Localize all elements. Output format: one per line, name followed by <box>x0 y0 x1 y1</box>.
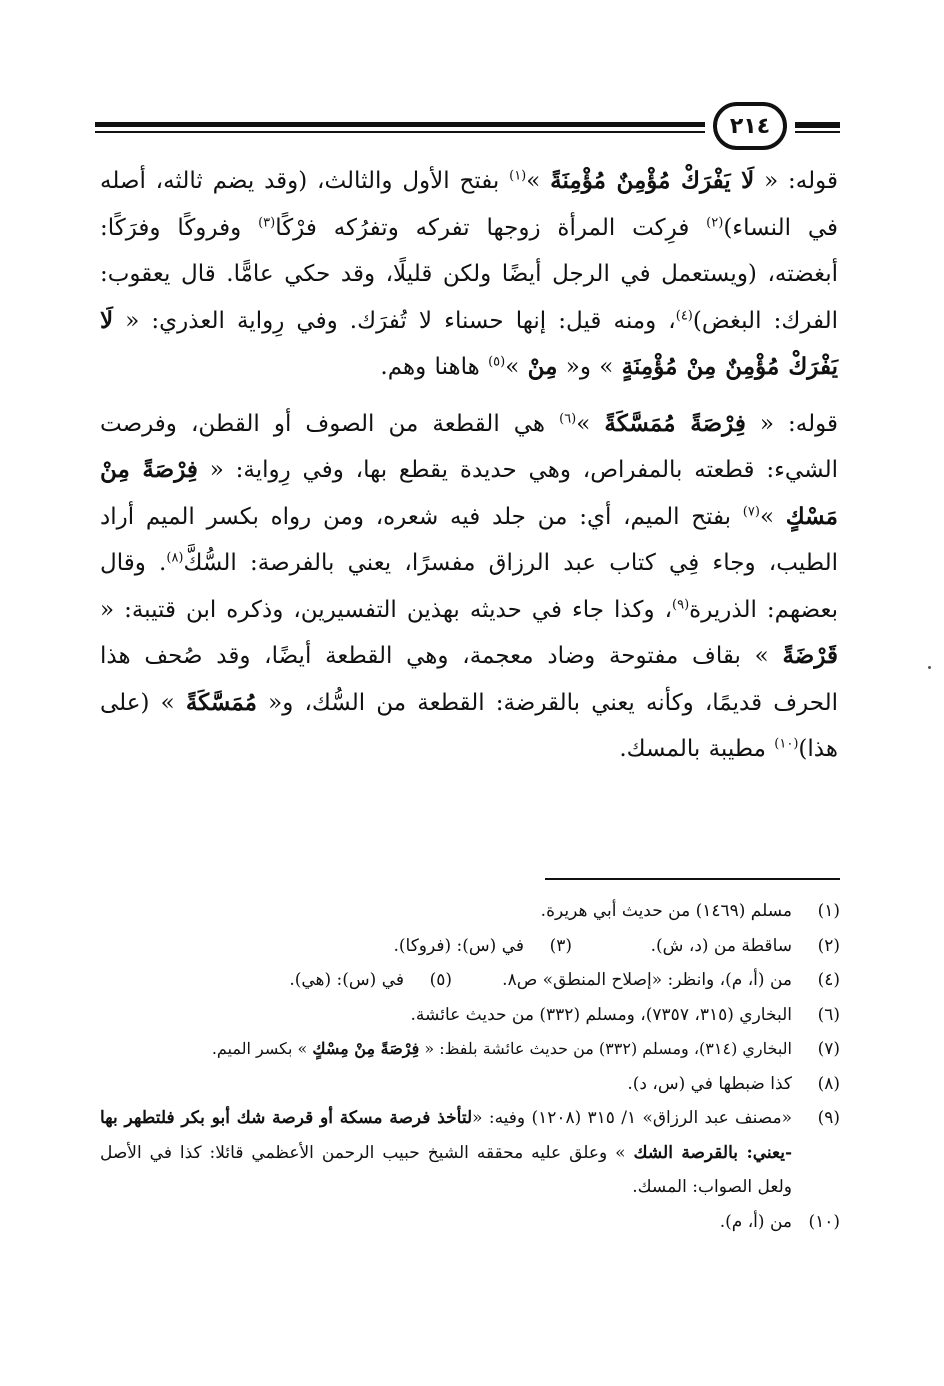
margin-mark <box>928 666 931 669</box>
hadith-quote: فِرْصَةً مِنْ مَسْكٍ <box>100 456 838 530</box>
footnote-text: في (س): (فروكا). <box>393 935 524 956</box>
main-text <box>100 158 838 773</box>
footnote-10 <box>100 1205 840 1240</box>
text-span: بفتح الميم، أي: من جلد فيه شعره، ومن رواه بكسر الميم أراد الطيب، وجاء فِي كتاب عبد الرزاق مفسرًا، يعني بالفرصة: السُّكَّ <box>100 503 838 576</box>
text-span: . وقال بعضهم: الذريرة <box>100 550 838 623</box>
hadith-quote: لَا يَفْرَكْ مُؤْمِنٌ مِنْ مُؤْمِنَةٍ <box>100 306 838 380</box>
footnote-4-5 <box>100 963 840 998</box>
paragraph-2 <box>100 401 838 773</box>
text-span: «مصنف عبد الرزاق» ١/ ٣١٥ (١٢٠٨) وفيه: « <box>472 1108 792 1128</box>
text-span: » و« <box>557 354 622 380</box>
footnote-number: (٧) <box>817 1039 840 1059</box>
footnote-ref: (٤) <box>675 307 693 323</box>
text-span: » بقاف مفتوحة وضاد معجمة، وهي القطعة أيضًا، وقد صُحف هذا الحرف قديمًا، وكأنه يعني بالقرضة: القطعة من السُّك، و« <box>100 643 838 716</box>
text-span: قوله: « <box>754 168 838 194</box>
footnote-text: في (س): (هي). <box>289 970 404 990</box>
footnote-number: (١) <box>817 901 840 921</box>
footnote-ref: (٢) <box>706 214 724 230</box>
hadith-quote: قَرْضَةً <box>782 642 838 669</box>
footnote-ref: (١٠) <box>774 736 799 752</box>
footnote-ref: (٦) <box>559 410 577 426</box>
footnote-text: من (أ، م)، وانظر: «إصلاح المنطق» ص٨. <box>502 970 792 990</box>
footnote-ref: (١) <box>509 168 527 184</box>
footnote-text: مسلم (١٤٦٩) من حديث أبي هريرة. <box>540 901 792 921</box>
footnote-2-3 <box>100 929 840 964</box>
footnote-1 <box>100 894 840 929</box>
footnote-7 <box>100 1032 840 1067</box>
page-number-frame <box>705 100 795 154</box>
footnote-ref: (٨) <box>166 550 184 566</box>
footnote-text <box>100 1101 792 1205</box>
footnote-9 <box>100 1101 840 1205</box>
page-header <box>95 100 840 160</box>
footnote-number: (٨) <box>817 1073 840 1094</box>
hadith-quote: لَا يَفْرَكْ مُؤْمِنٌ مُؤْمِنَةً <box>550 167 755 194</box>
footnote-ref: (٣) <box>258 214 276 230</box>
footnote-separator <box>545 878 840 880</box>
text-span: بفتح الأول والثالث، (وقد يضم ثالثه، أصله في النساء) <box>100 168 838 241</box>
footnote-number: (٩) <box>817 1108 840 1128</box>
text-span: ، وكذا جاء في حديثه بهذين التفسيرين، وذكره ابن قتيبة: « <box>100 596 673 623</box>
text-span: هاهنا وهم. <box>380 354 489 380</box>
hadith-quote: مُمَسَّكَةً <box>185 688 257 716</box>
footnote-text: كذا ضبطها في (س، د). <box>627 1073 792 1094</box>
footnote-6 <box>100 998 840 1033</box>
footnote-number: (١٠) <box>808 1211 840 1232</box>
header-rule-tail <box>795 124 840 128</box>
footnotes <box>100 894 840 1239</box>
text-span: » <box>759 503 786 530</box>
hadith-quote: فِرْصَةً مُمَسَّكَةً <box>604 409 746 437</box>
text-span: قوله: « <box>745 410 838 437</box>
footnote-number: (٤) <box>817 970 840 990</box>
quoted-text: لتأخذ فرصة مسكة أو قرصة شك أبو بكر فلتطهر بها -يعني: بالقرصة الشك <box>100 1108 793 1163</box>
footnote-number: (٥) <box>429 970 452 990</box>
footnote-text: البخاري (٣١٥، ٧٣٥٧)، ومسلم (٣٣٢) من حديث عائشة. <box>410 1004 792 1025</box>
footnote-text: من (أ، م). <box>719 1211 792 1232</box>
footnote-text: ساقطة من (د، ش). <box>650 935 792 956</box>
text-span: وفروكًا وفرَكًا: أبغضته، (ويستعمل في الرجل أيضًا ولكن قليلًا، وقد حكي عامًّا. قال يعقوب: الفرك: البغض) <box>100 214 839 334</box>
text-span: » بكسر الميم. <box>211 1039 313 1058</box>
text-span: هي القطعة من الصوف أو القطن، وفرصت الشيء: قطعته بالمفراص، وهي حديدة يقطع بها، وفي رِواية: « <box>100 410 838 483</box>
paragraph-1 <box>100 158 838 391</box>
text-span: ، ومنه قيل: إنها حسناء لا تُفرَك. وفي رِواية العذري: « <box>113 307 676 334</box>
hadith-quote: مِنْ <box>527 353 558 380</box>
footnote-ref: (٩) <box>672 596 690 612</box>
footnote-ref: (٥) <box>488 354 506 370</box>
footnote-number: (٢) <box>817 935 840 956</box>
footnote-number: (٣) <box>549 935 572 956</box>
footnote-8 <box>100 1067 840 1102</box>
text-span: » <box>505 354 528 380</box>
footnote-number: (٦) <box>817 1004 840 1025</box>
text-span: فرِكت المرأة زوجها تفركه وتفرُكه فرْكًا <box>275 214 707 241</box>
hadith-quote: فِرْصَةً مِنْ مِسْكٍ <box>312 1039 420 1058</box>
text-span: » وعلق عليه محققه الشيخ حبيب الرحمن الأعظمي قائلا: كذا في الأصل ولعل الصواب: المسك. <box>100 1142 792 1197</box>
text-span: » <box>576 410 605 437</box>
text-span: مطيبة بالمسك. <box>619 736 775 762</box>
footnote-ref: (٧) <box>742 503 760 519</box>
footnote-text <box>100 1032 792 1067</box>
text-span: » (على هذا) <box>100 689 838 762</box>
text-span: » <box>526 168 551 194</box>
text-span: البخاري (٣١٤)، ومسلم (٣٣٢) من حديث عائشة بلفظ: « <box>419 1039 792 1058</box>
page-number: ٢١٤ <box>713 102 787 150</box>
